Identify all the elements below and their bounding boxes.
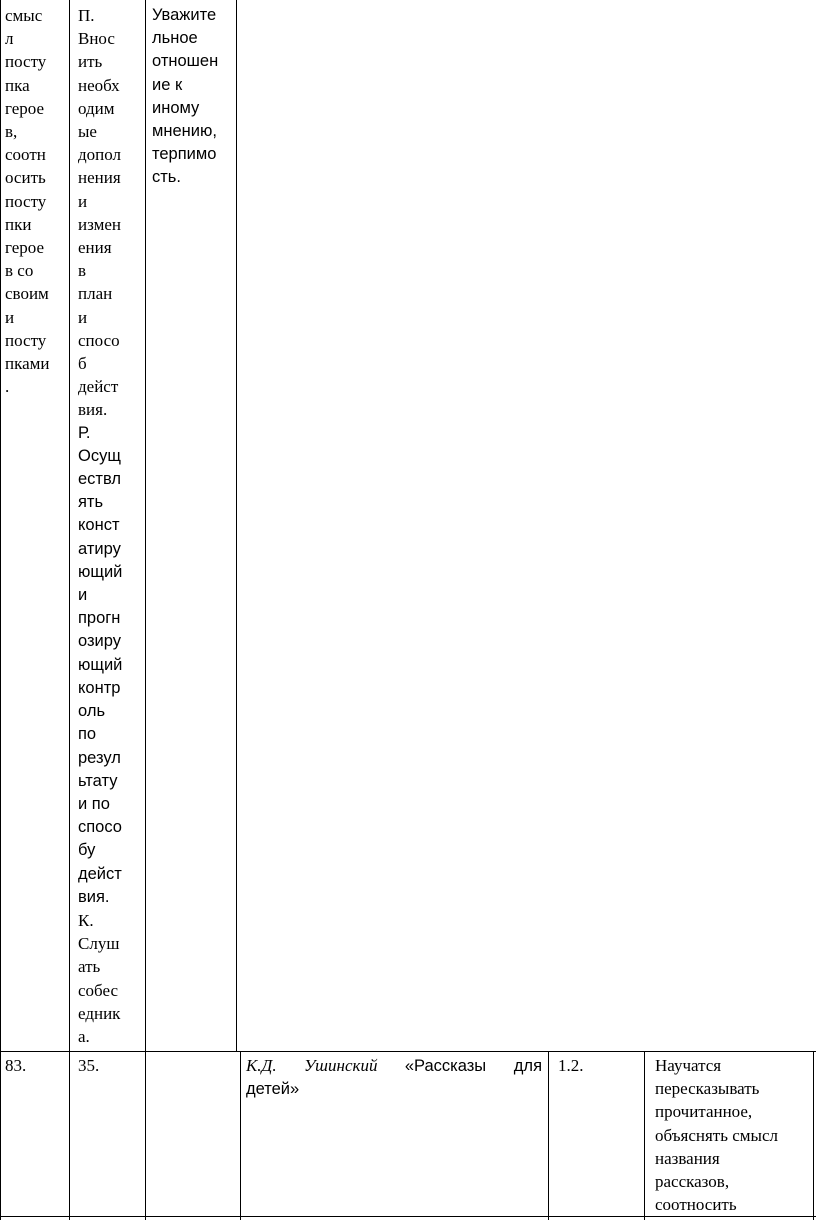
text-line: прочитанное, <box>655 1102 753 1122</box>
table-border-col2 <box>145 0 146 1220</box>
text-line: пка <box>5 75 30 95</box>
top-col1-cell <box>5 4 50 398</box>
text-line: Научатся <box>655 1056 722 1075</box>
row-divider <box>0 1051 816 1052</box>
text-line: ествл <box>78 470 121 489</box>
text-line: ать <box>78 957 101 977</box>
text-line: едник <box>78 1003 121 1023</box>
text-line: а. <box>78 1026 90 1046</box>
text-line: К. <box>78 910 94 930</box>
text-line: пересказывать <box>655 1079 760 1099</box>
text-line: и <box>78 191 88 211</box>
text-line: осить <box>5 168 46 188</box>
text-line: пки <box>5 214 32 234</box>
text-line: посту <box>5 191 47 211</box>
top-col2-cell <box>78 4 122 1048</box>
text-line: и по <box>78 794 110 813</box>
text-line: бу <box>78 841 96 860</box>
text-line: и <box>78 307 88 327</box>
text-line: вия. <box>78 887 110 906</box>
text-line: и <box>78 586 88 605</box>
text-line: нения <box>78 168 121 188</box>
text-line: в <box>78 261 87 281</box>
text-line: соотн <box>5 145 46 165</box>
text-line: иному <box>152 98 200 117</box>
text-line: пками <box>5 354 50 374</box>
text-line: Уважите <box>152 6 217 24</box>
topic-cell <box>246 1054 542 1101</box>
text-line: одим <box>78 98 115 118</box>
text-line: льное <box>152 29 198 48</box>
text-line: Внос <box>78 29 115 49</box>
text-line: герое <box>5 238 45 258</box>
text-line: названия <box>655 1148 720 1168</box>
lesson-number-cell: 83. <box>5 1056 27 1075</box>
table-border-left <box>0 0 1 1220</box>
text-line: контр <box>78 678 121 697</box>
text-line: озиру <box>78 632 122 651</box>
text-line: б <box>78 354 87 374</box>
text-line: ие к <box>152 75 183 94</box>
text-line: ющий <box>78 655 123 674</box>
text-line: своим <box>5 284 49 304</box>
text-line: в, <box>5 122 18 142</box>
text-line: рассказов, <box>655 1172 730 1192</box>
text-line: объяснять смысл <box>655 1125 778 1145</box>
table-border-right <box>813 1052 814 1220</box>
regulatory-block-sans <box>78 422 122 909</box>
text-line: ять <box>78 493 104 512</box>
text-line: дейст <box>78 864 122 883</box>
table-border-col1 <box>69 0 70 1220</box>
text-line: дейст <box>78 377 119 397</box>
table-border-col3-top <box>236 0 237 1052</box>
text-line: посту <box>5 330 47 350</box>
text-line: ить <box>78 52 103 72</box>
text-line: . <box>5 377 10 397</box>
text-line: отношен <box>152 52 219 71</box>
text-line: и <box>5 307 15 327</box>
text-line: мнению, <box>152 122 217 141</box>
text-line: вия. <box>78 400 108 420</box>
text-line: Слуш <box>78 934 120 954</box>
text-line: смыс <box>5 6 43 25</box>
text-line: Осущ <box>78 446 121 465</box>
text-line: ющий <box>78 562 123 581</box>
topic-title-part: «Рассказы для <box>404 1057 542 1075</box>
top-col3-cell <box>152 4 218 190</box>
text-line: по <box>78 725 97 744</box>
text-line: герое <box>5 98 45 118</box>
text-line: спосо <box>78 330 120 350</box>
text-line: допол <box>78 145 122 165</box>
result-cell <box>655 1054 778 1216</box>
communicative-block <box>78 909 122 1048</box>
text-line: в со <box>5 261 34 281</box>
text-line: сть. <box>152 168 181 187</box>
text-line: соотносить <box>655 1195 737 1215</box>
text-line: спосо <box>78 818 122 837</box>
text-line: резул <box>78 748 121 767</box>
topic-title-part2: детей» <box>246 1080 300 1099</box>
text-line: конст <box>78 516 120 535</box>
text-line: ые <box>78 122 97 142</box>
text-line: П. <box>78 6 95 25</box>
text-line: ения <box>78 238 112 258</box>
text-line: собес <box>78 980 118 1000</box>
topic-line-1 <box>246 1054 542 1078</box>
text-line: терпимо <box>152 145 217 164</box>
table-border-col3-bottom <box>240 1052 241 1220</box>
regulatory-block-serif <box>78 4 122 422</box>
text-line: прогн <box>78 609 121 628</box>
lesson-index-cell: 35. <box>78 1056 100 1075</box>
text-line: план <box>78 284 113 304</box>
text-line: посту <box>5 52 47 72</box>
code-cell: 1.2. <box>558 1056 584 1075</box>
text-line: измен <box>78 214 121 234</box>
table-border-col4 <box>548 1052 549 1220</box>
text-line: атиру <box>78 539 121 558</box>
text-line: л <box>5 29 14 49</box>
author-name: К.Д. Ушинский <box>246 1056 378 1075</box>
table-border-col5 <box>644 1052 645 1220</box>
text-line: Р. <box>78 423 91 442</box>
text-line: необх <box>78 75 120 95</box>
text-line: ьтату <box>78 771 118 790</box>
text-line: оль <box>78 702 106 721</box>
